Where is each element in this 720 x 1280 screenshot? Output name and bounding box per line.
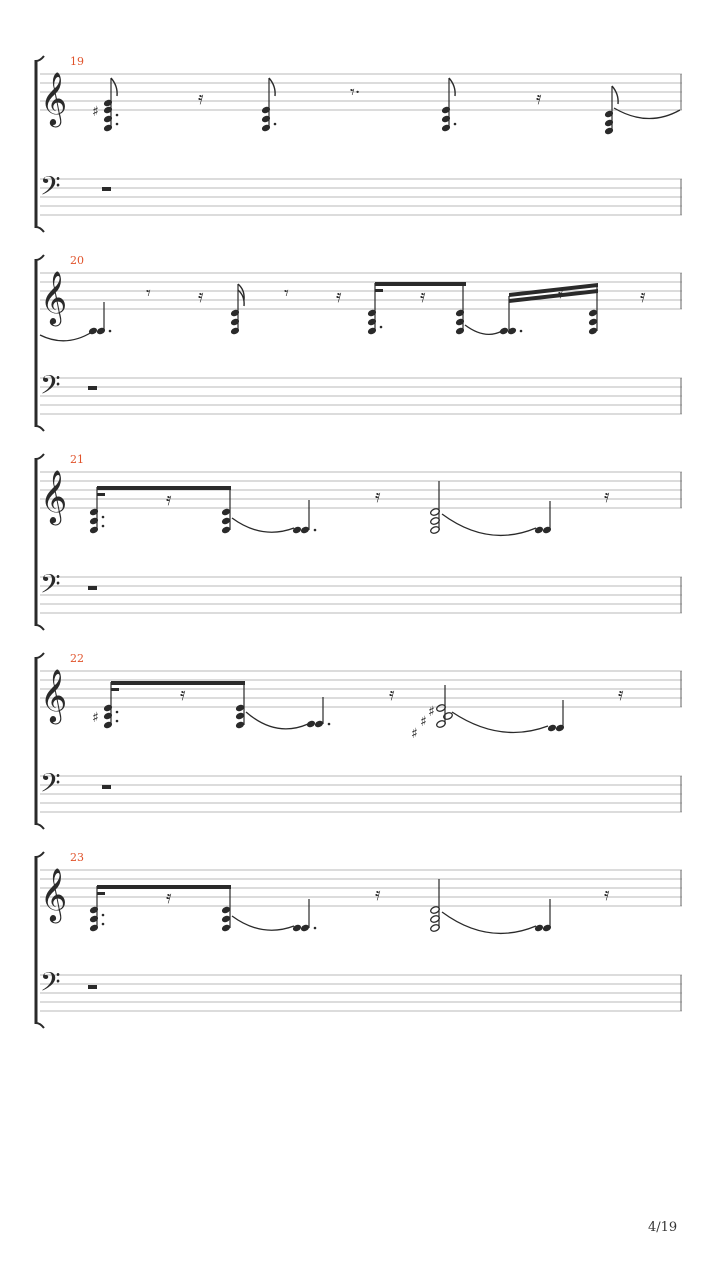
chord <box>88 302 111 335</box>
svg-text:♯: ♯ <box>428 704 435 720</box>
bass-staff <box>40 577 682 613</box>
bass-clef-icon: 𝄢 <box>40 568 61 606</box>
svg-text:♯: ♯ <box>420 714 427 730</box>
measure-number: 21 <box>70 453 84 466</box>
rest-sixteenth: 𝄿 <box>198 88 204 109</box>
chord <box>534 501 552 534</box>
tie <box>442 514 536 535</box>
chord <box>92 78 118 132</box>
page-number: 4/19 <box>648 1220 678 1235</box>
chord <box>534 899 552 932</box>
rest-sixteenth: 𝄿 <box>558 282 564 303</box>
bass-staff <box>40 179 682 215</box>
bass-clef-icon: 𝄢 <box>40 369 61 407</box>
rest-sixteenth: 𝄿 <box>618 684 624 705</box>
tie <box>442 912 536 933</box>
chord <box>306 697 330 728</box>
whole-rest <box>102 785 111 789</box>
chord <box>441 78 456 132</box>
measure-number: 19 <box>70 55 84 68</box>
rest-sixteenth: 𝄿 <box>336 286 342 307</box>
beamed-group <box>92 681 245 729</box>
system-21 <box>36 453 682 630</box>
whole-rest <box>88 985 97 989</box>
treble-clef-icon: 𝄞 <box>40 71 68 125</box>
whole-rest <box>102 187 111 191</box>
measure-number: 20 <box>70 254 84 267</box>
tie <box>465 325 502 334</box>
bass-clef-icon: 𝄢 <box>40 170 61 208</box>
rest-sixteenth: 𝄿 <box>604 884 610 905</box>
tie <box>232 518 294 532</box>
chord <box>292 500 316 534</box>
rest-sixteenth: 𝄿 <box>604 486 610 507</box>
beamed-group <box>89 486 231 534</box>
treble-clef-icon: 𝄞 <box>40 469 68 523</box>
treble-clef-icon: 𝄞 <box>40 668 68 722</box>
tie <box>246 712 308 729</box>
chord <box>261 78 276 132</box>
bass-staff <box>40 378 682 414</box>
treble-clef-icon: 𝄞 <box>40 867 68 921</box>
svg-text:♯: ♯ <box>411 726 418 742</box>
treble-staff <box>40 74 682 110</box>
rest-sixteenth: 𝄿 <box>375 884 381 905</box>
half-chord <box>411 685 453 742</box>
bass-staff <box>40 975 682 1011</box>
rest-eighth: 𝄾 <box>284 283 289 304</box>
rest-sixteenth: 𝄿 <box>375 486 381 507</box>
svg-text:♯: ♯ <box>92 104 99 120</box>
measure-number: 23 <box>70 851 84 864</box>
system-19 <box>36 55 682 232</box>
chord <box>547 700 565 732</box>
rest-sixteenth: 𝄿 <box>420 286 426 307</box>
tie <box>232 916 294 930</box>
beamed-group <box>89 885 231 932</box>
treble-clef-icon: 𝄞 <box>40 270 68 324</box>
rest-sixteenth: 𝄿 <box>536 88 542 109</box>
rest-sixteenth: 𝄿 <box>198 286 204 307</box>
treble-staff <box>40 671 682 707</box>
whole-rest <box>88 586 97 590</box>
rest-sixteenth: 𝄿 <box>640 286 646 307</box>
bass-clef-icon: 𝄢 <box>40 966 61 1004</box>
chord <box>292 899 316 932</box>
measure-number: 22 <box>70 652 84 665</box>
system-22 <box>36 652 682 829</box>
system-20 <box>36 254 682 431</box>
rest-eighth: 𝄾· <box>350 82 361 103</box>
chord <box>604 86 618 135</box>
rest-sixteenth: 𝄿 <box>180 684 186 705</box>
system-23 <box>36 851 682 1028</box>
whole-rest <box>88 386 97 390</box>
rest-eighth: 𝄾 <box>146 283 151 304</box>
rest-sixteenth: 𝄿 <box>389 684 395 705</box>
chord <box>230 284 244 335</box>
svg-text:♯: ♯ <box>92 710 99 726</box>
rest-sixteenth: 𝄿 <box>166 489 172 510</box>
rest-sixteenth: 𝄿 <box>166 887 172 908</box>
bass-clef-icon: 𝄢 <box>40 767 61 805</box>
tie <box>40 332 92 341</box>
tie <box>452 712 548 732</box>
bass-staff <box>40 776 682 812</box>
